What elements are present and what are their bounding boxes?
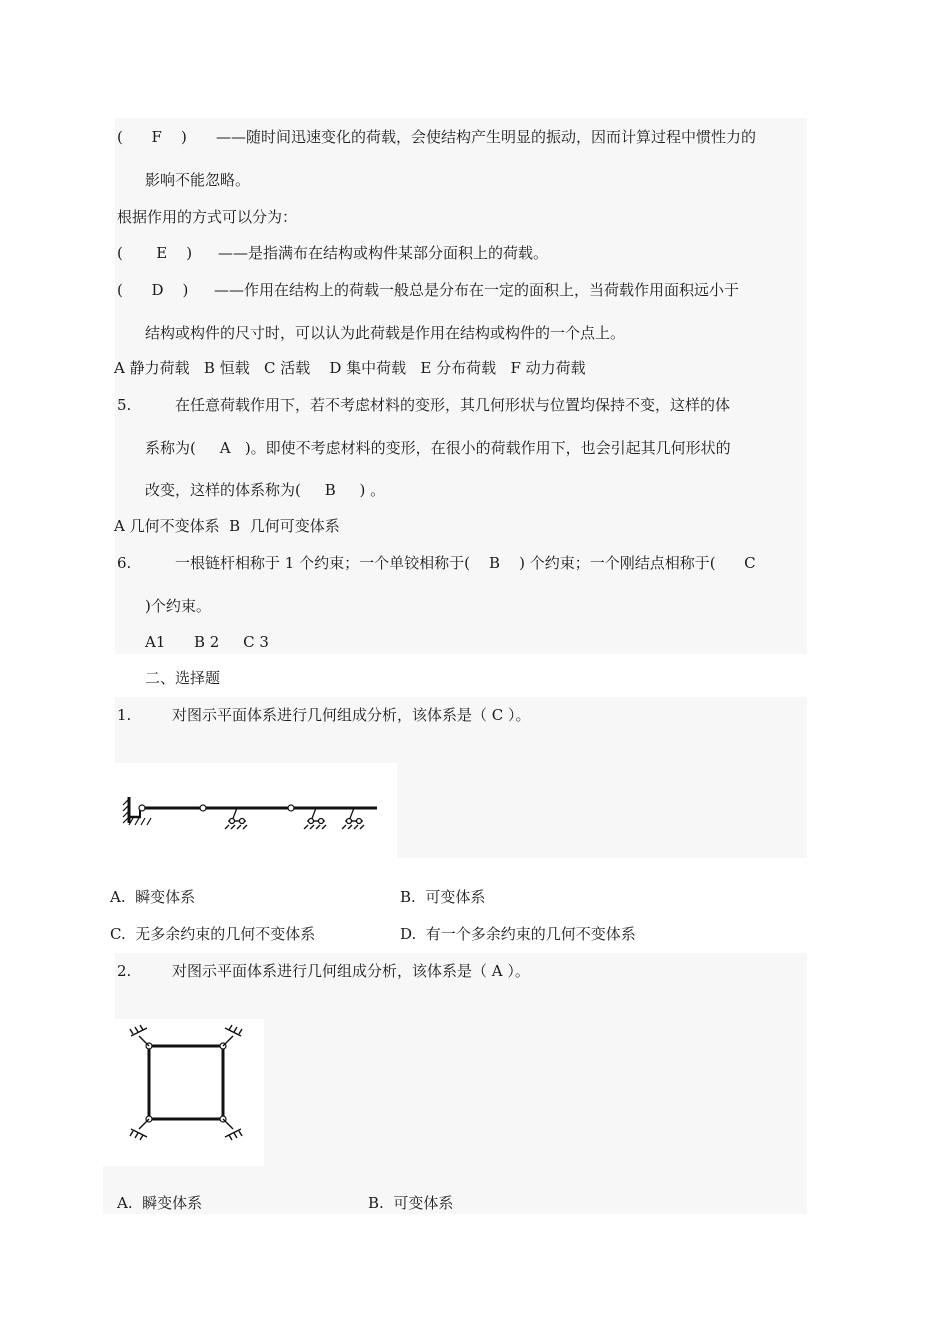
frame-figure xyxy=(115,1019,264,1149)
heading-action-mode: 根据作用的方式可以分为： xyxy=(117,208,298,226)
q5-text3: 改变，这样的体系称为( B ) 。 xyxy=(145,481,386,499)
c1-option-a: A. 瞬变体系 xyxy=(110,888,196,906)
c1-option-b: B. 可变体系 xyxy=(400,888,486,906)
shade-top xyxy=(115,118,807,654)
q-d-paren: ( D ) xyxy=(117,281,189,299)
c2-text: 对图示平面体系进行几何组成分析，该体系是（ A ）。 xyxy=(172,962,530,980)
q6-text1: 一根链杆相称于 1 个约束；一个单铰相称于( B ) 个约束；一个刚结点相称于( C xyxy=(175,554,756,572)
q5-text2: 系称为( A )。即使不考虑材料的变形，在很小的荷载作用下，也会引起其几何形状的 xyxy=(145,439,731,457)
shade-figure2-right xyxy=(264,1019,807,1166)
q-d-text1: ——作用在结构上的荷载一般总是分布在一定的面积上，当荷载作用面积远小于 xyxy=(214,281,740,299)
q-f-text1: ——随时间迅速变化的荷载，会使结构产生明显的振动，因而计算过程中惯性力的 xyxy=(216,128,757,146)
beam-figure xyxy=(115,763,397,858)
c2-num: 2. xyxy=(117,962,132,980)
q6-text2: )个约束。 xyxy=(145,597,211,615)
shade-q2-options xyxy=(103,1166,807,1214)
q5-options: A 几何不变体系 B 几何可变体系 xyxy=(114,517,340,535)
c1-num: 1. xyxy=(117,706,132,724)
c1-option-d: D. 有一个多余约束的几何不变体系 xyxy=(400,925,636,943)
q-e-paren: ( E ) xyxy=(117,244,193,262)
c1-option-c: C. 无多余约束的几何不变体系 xyxy=(110,925,316,943)
q-e-text: ——是指满布在结构或构件某部分面积上的荷载。 xyxy=(218,244,549,262)
q6-num: 6. xyxy=(117,554,132,572)
shade-figure1-right xyxy=(397,763,807,858)
q-f-text2: 影响不能忽略。 xyxy=(145,171,251,189)
load-options: A 静力荷载 B 恒载 C 活载 D 集中荷载 E 分布荷载 F 动力荷载 xyxy=(114,359,586,377)
c2-option-b: B. 可变体系 xyxy=(368,1194,454,1212)
c2-option-a: A. 瞬变体系 xyxy=(117,1194,203,1212)
c1-text: 对图示平面体系进行几何组成分析，该体系是（ C ）。 xyxy=(172,706,531,724)
q-d-text2: 结构或构件的尺寸时，可以认为此荷载是作用在结构或构件的一个点上。 xyxy=(145,324,626,342)
q6-options: A1 B 2 C 3 xyxy=(145,633,269,651)
q5-num: 5. xyxy=(117,396,132,414)
section2-title: 二、选择题 xyxy=(145,669,221,687)
q5-text1: 在任意荷载作用下，若不考虑材料的变形，其几何形状与位置均保持不变，这样的体 xyxy=(175,396,731,414)
q-f-paren: ( F ) xyxy=(117,128,187,146)
